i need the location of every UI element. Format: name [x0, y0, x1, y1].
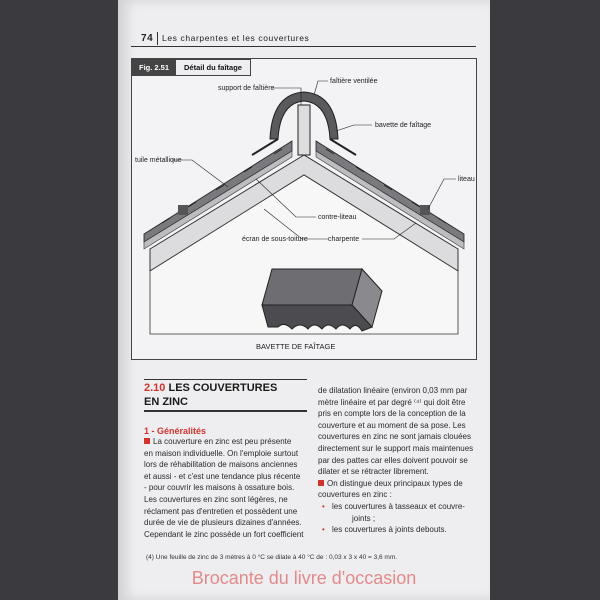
text-line: de dilatation linéaire (environ 0,03 mm par [318, 386, 468, 395]
text-line: durée de vie de plusieurs dizaines d'années. [144, 518, 302, 528]
left-batten-block [178, 205, 188, 215]
ridge-support [298, 105, 310, 155]
list-item: • les couvertures à tasseaux et couvre- [322, 501, 465, 511]
running-header [131, 32, 476, 47]
subsection-title: 1 - Généralités [144, 426, 207, 436]
ridge-flashing-piece [262, 269, 382, 331]
list-item-continuation [318, 513, 480, 525]
text-line: couverture et au moment de sa pose. Les [318, 420, 466, 430]
label-faitiere-ventilee: faîtière ventilée [330, 78, 378, 85]
section-rule-bottom [144, 410, 307, 412]
text-line: Cependant le zinc possède un fort coefficient [144, 529, 304, 539]
footnote: (4) Une feuille de zinc de 3 mètres à 0 °C se dilate à 40 °C de : 0,03 x 3 x 40 = 3,6 mm. [146, 554, 398, 561]
watermark: Brocante du livre d'occasion [191, 568, 417, 588]
text-line: par des pattes car elles doivent pouvoir se [318, 455, 468, 465]
list-item-text: les couvertures à tasseaux et couvre- [332, 501, 465, 511]
text-line: réclament pas d'entretien et possèdent une [144, 506, 298, 516]
section-number: 2.10 [144, 382, 166, 394]
label-bavette-caption: BAVETTE DE FAÎTAGE [256, 342, 336, 351]
section-title-line2: EN ZINC [144, 396, 188, 408]
label-tuile-metallique: tuile métallique [135, 157, 182, 164]
label-liteau: liteau [458, 176, 475, 183]
page-number: 74 [141, 33, 154, 44]
bullet-square [144, 438, 150, 444]
header-separator [157, 32, 158, 45]
running-title: Les charpentes et les couvertures [162, 33, 310, 43]
text-line: - pour couvrir les maisons à ossature bois. [144, 483, 295, 493]
text-line: mètre linéaire et par degré ⁽⁴⁾ qui doit être [318, 397, 466, 407]
section-heading [144, 381, 307, 409]
text-line: lors de réhabilitation de maisons anciennes [144, 460, 298, 470]
text-line: en maison individuelle. On l'emploie surtout [144, 448, 299, 458]
body-column-left [144, 436, 310, 540]
label-ecran-sous-toiture: écran de sous-toiture [242, 236, 308, 243]
text-line: La couverture en zinc est peu présente [153, 437, 292, 446]
bullet-square [318, 480, 324, 486]
label-contre-liteau: contre-liteau [318, 214, 357, 221]
text-line: dilater et se rétracter librement. [318, 467, 429, 477]
list-item-text: les couvertures à joints debouts. [332, 525, 447, 535]
figure-number: Fig. 2.51 [139, 63, 170, 72]
body-column-right [318, 385, 480, 536]
label-charpente: charpente [328, 236, 360, 243]
section-rule-top [144, 379, 307, 380]
label-bavette-faitage: bavette de faîtage [375, 122, 432, 129]
list-item-text: joints ; [352, 513, 376, 523]
figure-frame [131, 58, 477, 360]
list-item: • les couvertures à joints debouts. [322, 525, 447, 535]
text-line: et aussi - et c'est une tendance plus récente [144, 471, 301, 481]
text-line: On distingue deux principaux types de [327, 478, 463, 488]
text-line: directement sur le support mais maintenues [318, 443, 474, 453]
text-line: Les couvertures en zinc sont légères, ne [144, 494, 288, 504]
section-title-line1: LES COUVERTURES [168, 382, 278, 394]
figure-caption-tag [132, 59, 251, 76]
ridge-detail-drawing [132, 59, 476, 359]
label-support-faitiere: support de faîtière [218, 85, 275, 92]
text-line: pris en compte lors de la conception de la [318, 409, 466, 419]
text-line: couvertures en zinc ne sont jamais clouées [318, 432, 471, 442]
right-batten-block [420, 205, 430, 215]
figure-title: Détail du faîtage [176, 59, 251, 76]
text-line: couvertures en zinc : [318, 490, 392, 500]
